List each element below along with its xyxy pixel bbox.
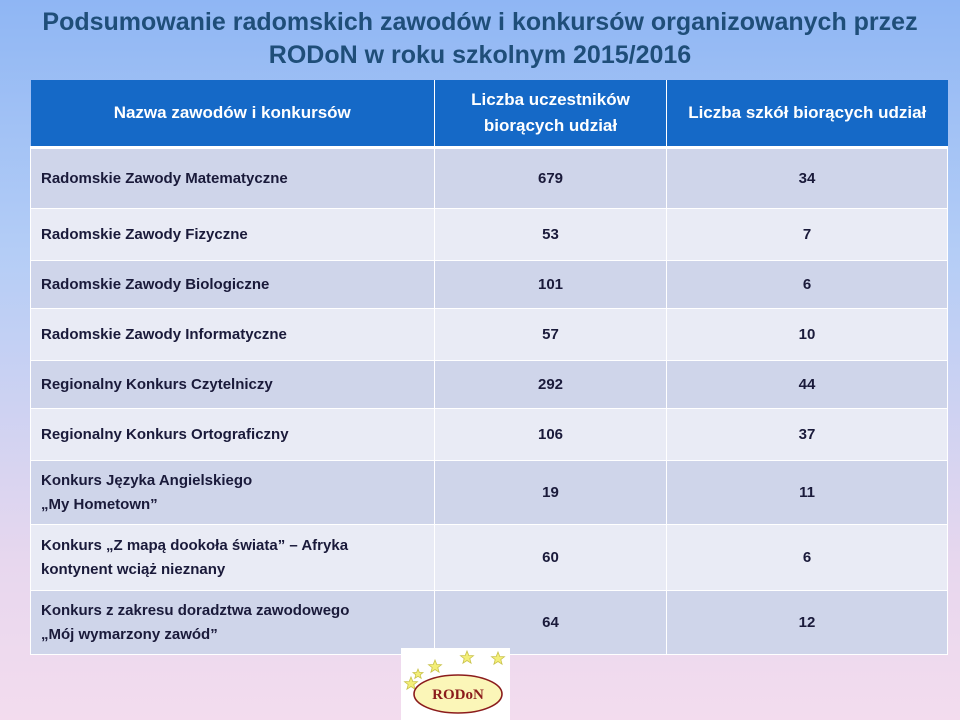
- table-row: [31, 591, 948, 655]
- table-row: [31, 525, 948, 591]
- competition-name-cell: [31, 461, 435, 525]
- participants-cell: 64: [435, 591, 667, 655]
- competition-name-cell: [31, 261, 435, 309]
- schools-cell: 10: [667, 309, 948, 361]
- competition-name-line-1: Konkurs z zakresu doradztwa zawodowego: [41, 601, 350, 619]
- competition-name-line-2: „My Hometown”: [41, 495, 158, 513]
- page-title: [0, 6, 960, 72]
- title-line-1: Podsumowanie radomskich zawodów i konkursów organizowanych przez: [42, 8, 918, 36]
- competition-name: Radomskie Zawody Fizyczne: [41, 225, 248, 243]
- competition-name: Radomskie Zawody Matematyczne: [41, 169, 288, 187]
- table-row: [31, 361, 948, 409]
- table-row: [31, 309, 948, 361]
- participants-cell: 679: [435, 148, 667, 209]
- participants-cell: 60: [435, 525, 667, 591]
- header-schools-count: Liczba szkół biorących udział: [667, 80, 948, 148]
- competition-name-cell: [31, 209, 435, 261]
- schools-cell: 44: [667, 361, 948, 409]
- competition-name-line-2: „Mój wymarzony zawód”: [41, 625, 218, 643]
- participants-cell: 19: [435, 461, 667, 525]
- participants-cell: 106: [435, 409, 667, 461]
- star-icon: [405, 677, 418, 689]
- title-line-2: RODoN w roku szkolnym 2015/2016: [268, 41, 692, 69]
- competition-name-cell: [31, 409, 435, 461]
- competition-name-cell: [31, 361, 435, 409]
- competition-name-cell: [31, 591, 435, 655]
- schools-cell: 7: [667, 209, 948, 261]
- header-participants-count: Liczba uczestników biorących udział: [435, 80, 667, 148]
- table-row: [31, 409, 948, 461]
- competition-name: Radomskie Zawody Biologiczne: [41, 275, 270, 293]
- schools-cell: 12: [667, 591, 948, 655]
- competition-name-line-1: Konkurs „Z mapą dookoła świata” – Afryka: [41, 536, 349, 554]
- rodon-logo: [401, 648, 510, 720]
- star-icon: [492, 652, 505, 664]
- schools-cell: 37: [667, 409, 948, 461]
- table-row: [31, 148, 948, 209]
- star-icon: [429, 660, 442, 672]
- competition-name: Regionalny Konkurs Czytelniczy: [41, 375, 273, 393]
- rodon-logo-icon: [401, 648, 510, 720]
- star-icon: [461, 651, 474, 663]
- schools-cell: 6: [667, 525, 948, 591]
- participants-cell: 101: [435, 261, 667, 309]
- schools-cell: 6: [667, 261, 948, 309]
- participants-cell: 292: [435, 361, 667, 409]
- table-row: [31, 461, 948, 525]
- header-competition-name: Nazwa zawodów i konkursów: [31, 80, 435, 148]
- schools-cell: 34: [667, 148, 948, 209]
- competition-name: Regionalny Konkurs Ortograficzny: [41, 425, 289, 443]
- participants-cell: 53: [435, 209, 667, 261]
- schools-cell: 11: [667, 461, 948, 525]
- competition-name: Radomskie Zawody Informatyczne: [41, 325, 287, 343]
- competition-name-line-1: Konkurs Języka Angielskiego: [41, 471, 253, 489]
- table-row: [31, 209, 948, 261]
- table-header-row: [31, 80, 948, 148]
- table-row: [31, 261, 948, 309]
- competitions-summary-table: [30, 80, 948, 655]
- logo-text: RODoN: [432, 687, 484, 703]
- star-icon: [413, 669, 423, 678]
- competition-name-line-2: kontynent wciąż nieznany: [41, 560, 226, 578]
- competition-name-cell: [31, 525, 435, 591]
- participants-cell: 57: [435, 309, 667, 361]
- competition-name-cell: [31, 309, 435, 361]
- competition-name-cell: [31, 148, 435, 209]
